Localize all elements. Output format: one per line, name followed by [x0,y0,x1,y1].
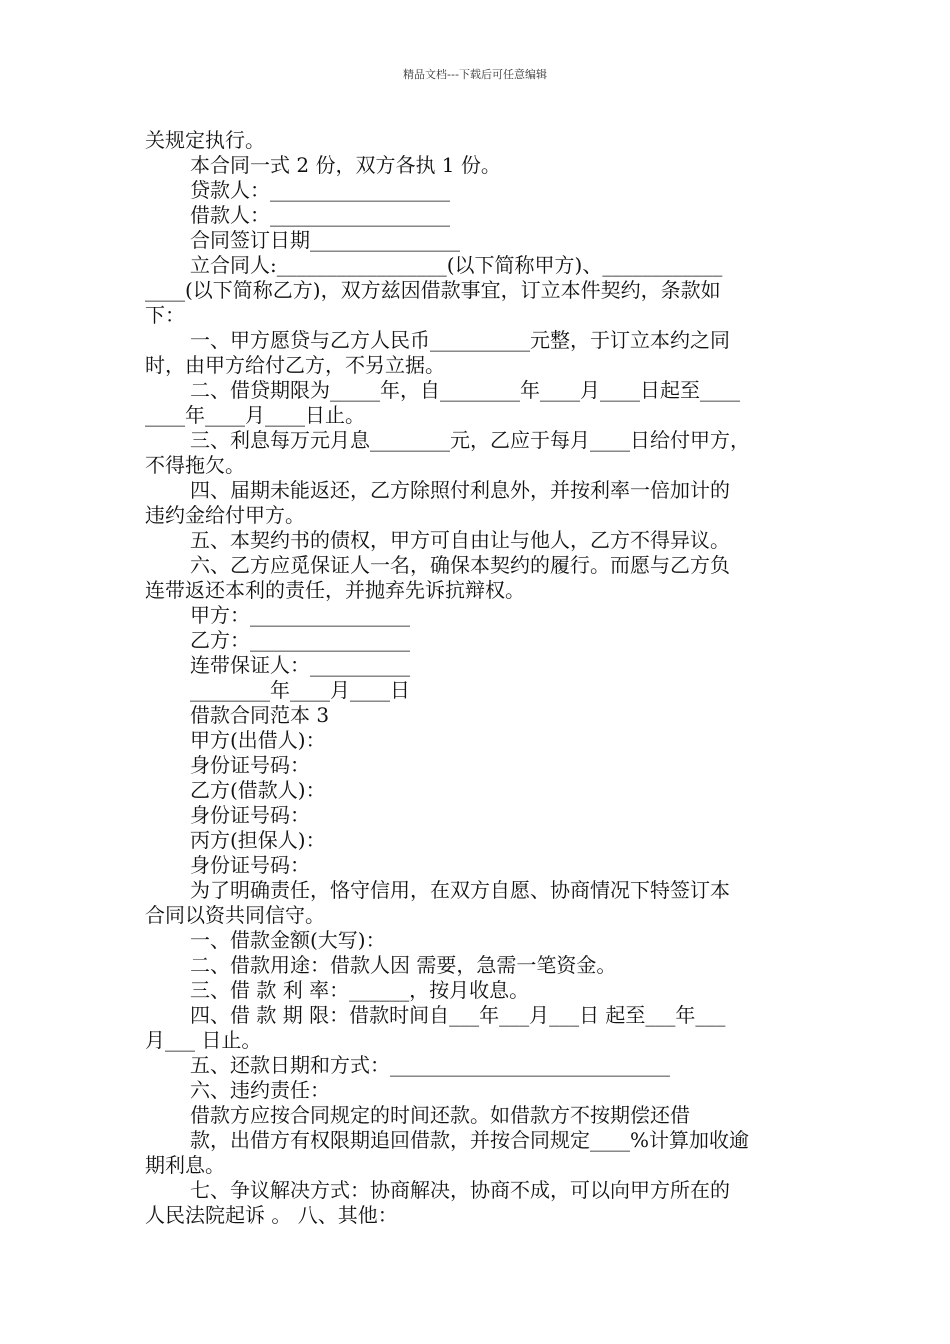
document-line: 连带保证人：__________ [190,653,410,677]
document-line: 借款合同范本 3 [190,703,330,727]
document-line: 违约金给付甲方。 [145,503,305,527]
document-line: 三、利息每万元月息________元，乙应于每月____日给付甲方， [190,428,750,452]
document-line: 二、借贷期限为_____年，自________年____月____日起至____ [190,378,740,402]
document-line: 三、借 款 利 率：______，按月收息。 [190,978,530,1002]
document-line: ________年____月____日 [190,678,410,702]
document-line: 身份证号码： [190,853,310,877]
document-line: 合同签订日期_______________ [190,228,460,252]
document-line: 合同以资共同信守。 [145,903,325,927]
document-line: 不得拖欠。 [145,453,245,477]
document-line: ____(以下简称乙方)，双方兹因借款事宜，订立本件契约，条款如 [145,278,721,302]
document-line: 月___ 日止。 [145,1028,262,1052]
document-line: 下： [145,303,185,327]
document-line: 丙方(担保人)： [190,828,326,852]
document-line: 期利息。 [145,1153,225,1177]
document-line: 一、借款金额(大写)： [190,928,386,952]
document-line: 六、乙方应觅保证人一名，确保本契约的履行。而愿与乙方负 [190,553,730,577]
document-line: 贷款人：__________________ [190,178,450,202]
document-line: 关规定执行。 [145,128,265,152]
document-line: 为了明确责任，恪守信用，在双方自愿、协商情况下特签订本 [190,878,730,902]
document-line: 连带返还本利的责任，并抛弃先诉抗辩权。 [145,578,525,602]
document-line: 款，出借方有权限期追回借款，并按合同规定____%计算加收逾 [190,1128,750,1152]
document-line: 甲方(出借人)： [190,728,326,752]
document-line: 身份证号码： [190,803,310,827]
document-line: 五、本契约书的债权，甲方可自由让与他人，乙方不得异议。 [190,528,730,552]
document-line: ____年____月____日止。 [145,403,365,427]
document-line: 七、争议解决方式：协商解决，协商不成，可以向甲方所在的 [190,1178,730,1202]
document-line: 身份证号码： [190,753,310,777]
document-line: 本合同一式 2 份，双方各执 1 份。 [190,153,501,177]
document-line: 乙方(借款人)： [190,778,326,802]
document-line: 借款方应按合同规定的时间还款。如借款方不按期偿还借 [190,1103,690,1127]
document-line: 乙方：________________ [190,628,410,652]
page-header: 精品文档---下载后可任意编辑 [403,68,547,81]
document-line: 五、还款日期和方式：____________________________ [190,1053,670,1077]
document-line: 四、届期未能返还，乙方除照付利息外，并按利率一倍加计的 [190,478,730,502]
document-line: 四、借 款 期 限：借款时间自___年___月___日 起至___年___ [190,1003,726,1027]
document-line: 借款人：__________________ [190,203,450,227]
document-body [145,128,810,1228]
document-line: 立合同人:_________________(以下简称甲方)、____________ [190,253,723,277]
document-line: 时，由甲方给付乙方，不另立据。 [145,353,445,377]
document-line: 一、甲方愿贷与乙方人民币__________元整，于订立本约之同 [190,328,730,352]
document-line: 甲方：________________ [190,603,410,627]
document-line: 六、违约责任： [190,1078,330,1102]
document-line: 二、借款用途：借款人因 需要，急需一笔资金。 [190,953,617,977]
document-line: 人民法院起诉 。 八、其他： [145,1203,398,1227]
